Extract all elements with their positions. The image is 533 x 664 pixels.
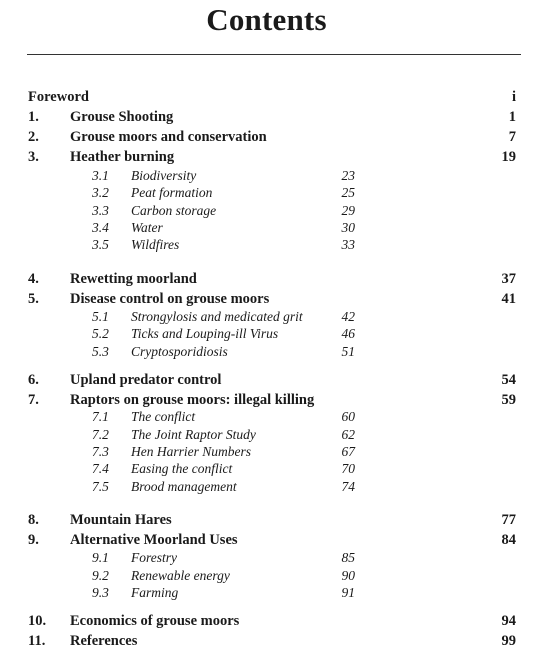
toc-chapter-entry bbox=[0, 149, 533, 167]
entry-title: Heather burning bbox=[70, 149, 175, 165]
entry-page-number: 94 bbox=[501, 613, 516, 629]
entry-number: 7. bbox=[28, 392, 39, 408]
toc-section-entry bbox=[0, 479, 533, 497]
toc-section-entry bbox=[0, 568, 533, 586]
entry-title: Wildfires bbox=[131, 237, 180, 252]
entry-page-number: 77 bbox=[501, 512, 516, 528]
entry-page-number: 41 bbox=[501, 291, 516, 307]
entry-number: 9.2 bbox=[92, 568, 109, 583]
entry-number: 2. bbox=[28, 129, 39, 145]
toc-chapter-entry bbox=[0, 613, 533, 631]
entry-number: 3.1 bbox=[92, 168, 109, 183]
entry-number: 10. bbox=[28, 613, 47, 629]
entry-page-number: 99 bbox=[501, 633, 516, 649]
page-title: Contents bbox=[206, 2, 327, 37]
entry-number: 1. bbox=[28, 109, 39, 125]
toc-section-entry bbox=[0, 326, 533, 344]
entry-title: The conflict bbox=[131, 409, 196, 424]
toc-chapter-entry bbox=[0, 271, 533, 289]
entry-number: 7.3 bbox=[92, 444, 109, 459]
entry-page-number: 74 bbox=[341, 479, 355, 494]
entry-page-number: i bbox=[511, 89, 516, 105]
entry-page-number: 60 bbox=[341, 409, 355, 424]
entry-number: 6. bbox=[28, 372, 39, 388]
entry-title: The Joint Raptor Study bbox=[131, 427, 256, 442]
entry-number: 7.5 bbox=[92, 479, 109, 494]
entry-title: Economics of grouse moors bbox=[70, 613, 240, 629]
entry-page-number: 70 bbox=[341, 461, 355, 476]
entry-number: 5.1 bbox=[92, 309, 109, 324]
entry-page-number: 62 bbox=[341, 427, 355, 442]
toc-section-entry bbox=[0, 185, 533, 203]
entry-title: Carbon storage bbox=[131, 203, 217, 218]
entry-title: Brood management bbox=[131, 479, 237, 494]
entry-page-number: 29 bbox=[341, 203, 355, 218]
toc-chapter-entry bbox=[0, 372, 533, 390]
entry-number: 3. bbox=[28, 149, 39, 165]
entry-title: Renewable energy bbox=[131, 568, 230, 583]
entry-title: References bbox=[70, 633, 138, 649]
entry-title: Grouse moors and conservation bbox=[70, 129, 267, 145]
toc-section-entry bbox=[0, 237, 533, 255]
entry-number: 9. bbox=[28, 532, 39, 548]
toc-chapter-entry bbox=[0, 291, 533, 309]
entry-page-number: 90 bbox=[341, 568, 355, 583]
entry-title: Alternative Moorland Uses bbox=[70, 532, 238, 548]
entry-number: 5.2 bbox=[92, 326, 109, 341]
toc-section-entry bbox=[0, 309, 533, 327]
entry-page-number: 19 bbox=[501, 149, 516, 165]
entry-number: 3.2 bbox=[92, 185, 109, 200]
entry-number: 5. bbox=[28, 291, 39, 307]
entry-number: 7.1 bbox=[92, 409, 109, 424]
entry-title: Farming bbox=[131, 585, 179, 600]
entry-number: 7.4 bbox=[92, 461, 109, 476]
entry-number: 8. bbox=[28, 512, 39, 528]
entry-number: 3.4 bbox=[92, 220, 109, 235]
entry-title: Raptors on grouse moors: illegal killing bbox=[70, 392, 315, 408]
toc-section-entry bbox=[0, 344, 533, 362]
entry-number: 5.3 bbox=[92, 344, 109, 359]
toc-chapter-entry bbox=[0, 109, 533, 127]
entry-title: Strongylosis and medicated grit bbox=[131, 309, 303, 324]
entry-title: Mountain Hares bbox=[70, 512, 172, 528]
toc-section-entry bbox=[0, 220, 533, 238]
entry-page-number: 84 bbox=[501, 532, 516, 548]
toc-chapter-entry bbox=[0, 89, 533, 107]
toc-chapter-entry bbox=[0, 633, 533, 651]
entry-title: Easing the conflict bbox=[131, 461, 233, 476]
toc-chapter-entry bbox=[0, 392, 533, 410]
entry-page-number: 7 bbox=[508, 129, 516, 145]
entry-page-number: 30 bbox=[341, 220, 355, 235]
entry-title: Upland predator control bbox=[70, 372, 222, 388]
entry-page-number: 59 bbox=[501, 392, 516, 408]
entry-page-number: 1 bbox=[508, 109, 516, 125]
entry-number: 9.1 bbox=[92, 550, 109, 565]
toc-chapter-entry bbox=[0, 532, 533, 550]
entry-page-number: 37 bbox=[501, 271, 516, 287]
entry-number: 3.3 bbox=[92, 203, 109, 218]
entry-title: Grouse Shooting bbox=[70, 109, 174, 125]
entry-page-number: 23 bbox=[341, 168, 355, 183]
entry-title: Water bbox=[131, 220, 163, 235]
entry-page-number: 25 bbox=[341, 185, 355, 200]
toc-section-entry bbox=[0, 461, 533, 479]
entry-page-number: 67 bbox=[341, 444, 355, 459]
entry-number: 9.3 bbox=[92, 585, 109, 600]
toc-chapter-entry bbox=[0, 129, 533, 147]
entry-number: 7.2 bbox=[92, 427, 109, 442]
entry-page-number: 51 bbox=[341, 344, 355, 359]
toc-section-entry bbox=[0, 444, 533, 462]
toc-section-entry bbox=[0, 427, 533, 445]
entry-page-number: 46 bbox=[341, 326, 355, 341]
toc-section-entry bbox=[0, 203, 533, 221]
entry-title: Peat formation bbox=[131, 185, 213, 200]
toc-section-entry bbox=[0, 585, 533, 603]
entry-title: Disease control on grouse moors bbox=[70, 291, 270, 307]
entry-number: 4. bbox=[28, 271, 39, 287]
toc-chapter-entry bbox=[0, 512, 533, 530]
toc-section-entry bbox=[0, 168, 533, 186]
entry-page-number: 85 bbox=[341, 550, 355, 565]
toc-section-entry bbox=[0, 550, 533, 568]
entry-title: Biodiversity bbox=[131, 168, 197, 183]
entry-page-number: 54 bbox=[501, 372, 516, 388]
entry-title: Cryptosporidiosis bbox=[131, 344, 228, 359]
toc-section-entry bbox=[0, 409, 533, 427]
entry-title: Ticks and Louping-ill Virus bbox=[131, 326, 279, 341]
entry-number: 11. bbox=[28, 633, 46, 649]
entry-title: Forestry bbox=[131, 550, 177, 565]
entry-title: Foreword bbox=[28, 89, 89, 105]
entry-title: Hen Harrier Numbers bbox=[131, 444, 251, 459]
entry-page-number: 33 bbox=[341, 237, 355, 252]
entry-number: 3.5 bbox=[92, 237, 109, 252]
entry-page-number: 91 bbox=[341, 585, 355, 600]
entry-title: Rewetting moorland bbox=[70, 271, 197, 287]
entry-page-number: 42 bbox=[341, 309, 355, 324]
